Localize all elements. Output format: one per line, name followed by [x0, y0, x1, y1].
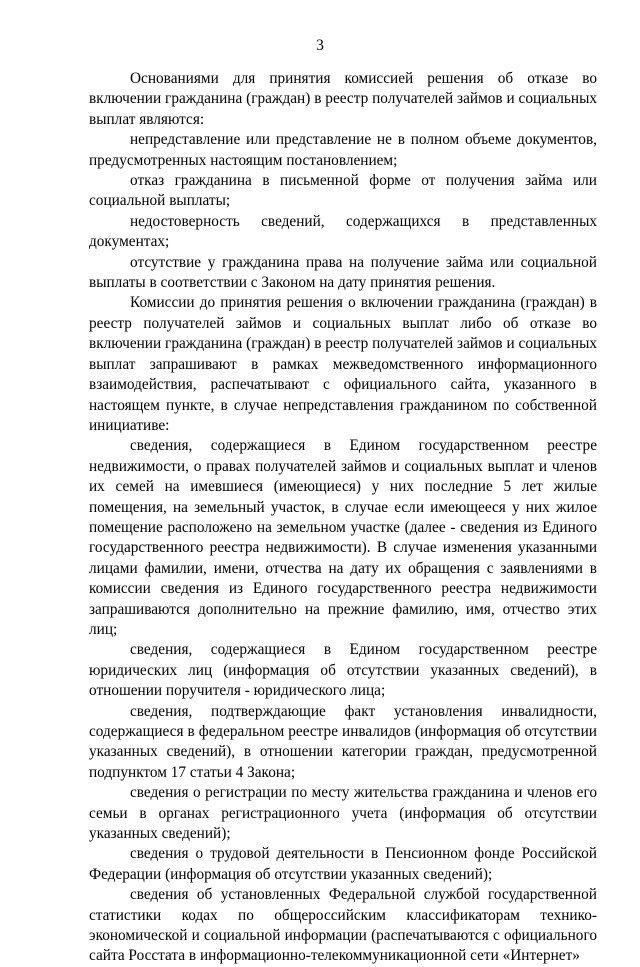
paragraph-missing-documents: непредставление или представление не в полном объеме документов, предусмотренных настоящим постановлением; — [89, 131, 597, 169]
paragraph-inaccurate-data: недостоверность сведений, содержащихся в представленных документах; — [89, 212, 597, 251]
paragraph-residence-registration: сведения о регистрации по месту жительства гражданина и членов его семьи в органах регистрационного учета (информация об отсутствии указанных сведений); — [89, 784, 597, 843]
paragraph-interagency-request: Комиссии до принятия решения о включении гражданина (граждан) в реестр получателей займов и социальных выплат либо об отказе во включении гражданина (граждан) в реестр получателей займов и социальных выплат запрашивают в рамках межведомственного информационного взаимодействия, распечатывают с официального сайта, указанного в настоящем пункте, в случае непредставления гражданином по собственной инициативе: — [89, 294, 597, 434]
paragraph-employment-pension-fund: сведения о трудовой деятельности в Пенсионном фонде Российской Федерации (информация об отсутствии указанных сведений); — [89, 845, 597, 883]
paragraph-rosstat-codes: сведения об установленных Федеральной службой государственной статистики кодах по общероссийским классификаторам технико-экономической и социальной информации (распечатываются с официального сайта Росстата в информационно-телекоммуникационной сети «Интернет» — [89, 886, 597, 965]
document-body — [89, 69, 597, 967]
paragraph-refusal-grounds: Основаниями для принятия комиссией решения об отказе во включении гражданина (граждан) в реестр получателей займов и социальных выплат являются: — [89, 70, 597, 128]
paragraph-written-refusal: отказ гражданина в письменной форме от получения займа или социальной выплаты; — [89, 172, 597, 210]
paragraph-legal-entities-registry: сведения, содержащиеся в Едином государственном реестре юридических лиц (информация об отсутствии указанных сведений), в отношении поручителя - юридического лица; — [89, 641, 597, 700]
page-number: 3 — [316, 37, 324, 54]
paragraph-real-estate-registry: сведения, содержащиеся в Едином государственном реестре недвижимости, о правах получателей займов и социальных выплат и членов их семей на имевшиеся (имеющиеся) у них последние 5 лет жилые помещения, на земельный участок, в случае если имеющееся у них жилое помещение расположено на земельном участке (далее - сведения из Единого государственного реестра недвижимости). В случае изменения указанными лицами фамилии, имени, отчества на дату их обращения с заявлениями в комиссии сведения из Единого государственного реестра недвижимости запрашиваются дополнительно на прежние фамилию, имя, отчество этих лиц; — [89, 437, 597, 638]
paragraph-no-right: отсутствие у гражданина права на получение займа или социальной выплаты в соответствии с Законом на дату принятия решения. — [89, 253, 597, 292]
paragraph-disability-registry: сведения, подтверждающие факт установления инвалидности, содержащиеся в федеральном реестре инвалидов (информация об отсутствии указанных сведений), в отношении категории граждан, предусмотренной подпунктом 17 статьи 4 Закона; — [89, 702, 597, 781]
